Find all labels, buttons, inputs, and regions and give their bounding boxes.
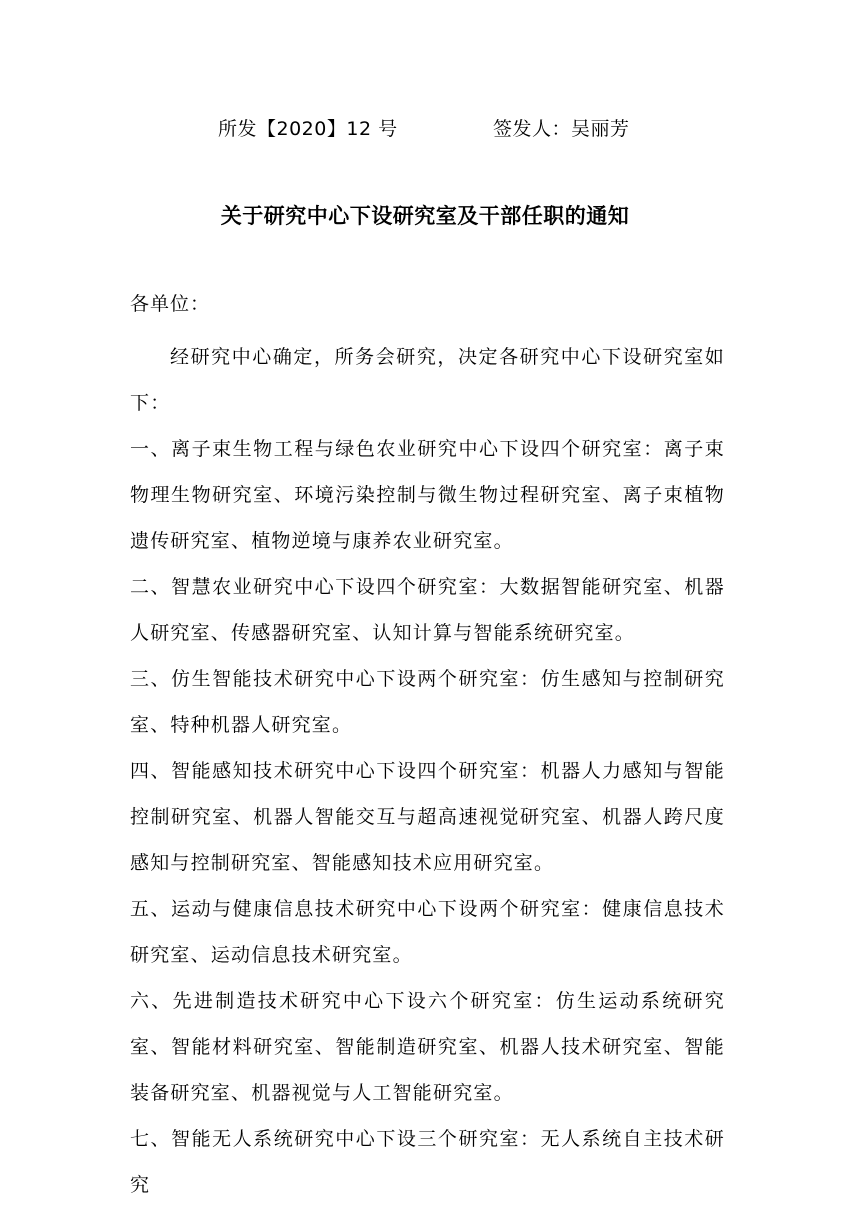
list-item: 一、离子束生物工程与绿色农业研究中心下设四个研究室：离子束物理生物研究室、环境污染控制与微生物过程研究室、离子束植物遗传研究室、植物逆境与康养农业研究室。 [130,438,725,552]
list-item: 三、仿生智能技术研究中心下设两个研究室：仿生感知与控制研究室、特种机器人研究室。 [130,668,725,736]
document-title: 关于研究中心下设研究室及干部任职的通知 [220,204,630,228]
list-item: 七、智能无人系统研究中心下设三个研究室：无人系统自主技术研究 [130,1128,725,1196]
list-item: 五、运动与健康信息技术研究中心下设两个研究室：健康信息技术研究室、运动信息技术研究室。 [130,898,725,966]
document-number: 所发【2020】12 号 [218,118,398,140]
salutation: 各单位： [130,293,211,315]
document-body [130,334,725,1208]
list-item: 六、先进制造技术研究中心下设六个研究室：仿生运动系统研究室、智能材料研究室、智能制造研究室、机器人技术研究室、智能装备研究室、机器视觉与人工智能研究室。 [130,990,725,1104]
list-item: 二、智慧农业研究中心下设四个研究室：大数据智能研究室、机器人研究室、传感器研究室、认知计算与智能系统研究室。 [130,576,725,644]
list-item: 四、智能感知技术研究中心下设四个研究室：机器人力感知与智能控制研究室、机器人智能交互与超高速视觉研究室、机器人跨尺度感知与控制研究室、智能感知技术应用研究室。 [130,760,725,874]
signer-line: 签发人：吴丽芳 [493,118,630,140]
intro-paragraph: 经研究中心确定，所务会研究，决定各研究中心下设研究室如下： [130,346,725,414]
